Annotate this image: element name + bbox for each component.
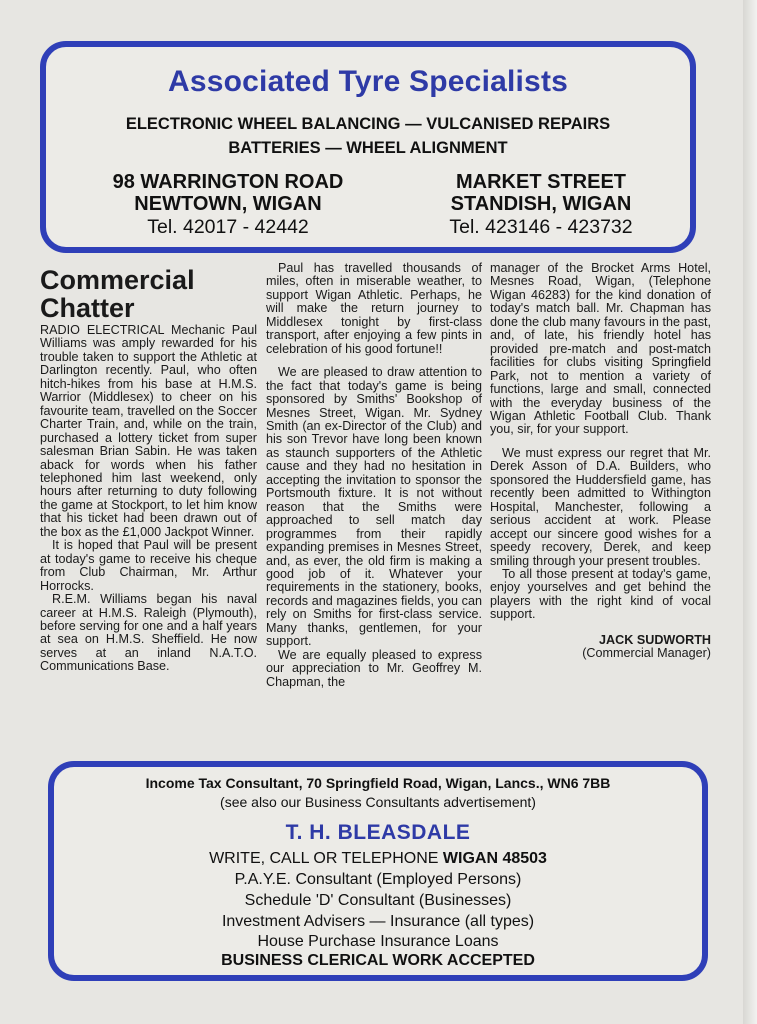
address-newtown — [88, 171, 368, 239]
address-line-2: NEWTOWN, WIGAN — [134, 193, 322, 215]
signature-name: JACK SUDWORTH — [599, 632, 711, 647]
service-line: House Purchase Insurance Loans — [257, 933, 499, 950]
contact-prefix: WRITE, CALL OR TELEPHONE — [209, 850, 443, 867]
article-column-2 — [266, 262, 482, 689]
service-line: Schedule 'D' Consultant (Businesses) — [244, 892, 512, 909]
tyre-specialists-advert — [40, 41, 696, 253]
service-line: P.A.Y.E. Consultant (Employed Persons) — [234, 871, 522, 888]
paragraph: To all those present at today's game, enjoy yourselves and get behind the players with the right kind of vocal support. — [490, 566, 711, 622]
headline-line-1: Commercial — [40, 265, 195, 295]
contact-number: WIGAN 48503 — [442, 850, 547, 867]
paragraph: It is hoped that Paul will be present at today's game to receive his cheque from Club Chairman, Mr. Arthur Horrocks. — [40, 538, 257, 593]
article-column-3 — [490, 262, 711, 661]
services-line-2: BATTERIES — WHEEL ALIGNMENT — [228, 139, 508, 157]
address-line-2: STANDISH, WIGAN — [450, 193, 632, 215]
page-edge — [743, 0, 757, 1024]
consultant-address: Income Tax Consultant, 70 Springfield Road, Wigan, Lancs., WN6 7BB — [145, 775, 611, 791]
article-column-1 — [40, 262, 257, 674]
consultant-name: T. H. BLEASDALE — [285, 821, 471, 844]
paragraph: R.E.M. Williams began his naval career at H.M.S. Raleigh (Plymouth), before serving for one and a half years at sea on H.M.S. Sheffield. He now serves at an inland N.A.T.O. Communications Base. — [40, 592, 257, 674]
paragraph: We must express our regret that Mr. Derek Asson of D.A. Builders, who sponsored the Huddersfield game, has recently been admitted to Withington Hospital, Manchester, following a serious accident at work. Please accept our sincere good wishes for a speedy recovery, Derek, and keep smiling through your present troubles. — [490, 445, 711, 568]
signature — [490, 634, 711, 661]
paragraph: RADIO ELECTRICAL Mechanic Paul Williams was amply rewarded for his trouble taken to support the Athletic at Darlington recently. Paul, who often hitch-hikes from his base at H.M.S. Warrior (Middlesex) to cheer on his favourite team, travelled on the Soccer Charter Train, and, while on the train, purchased a lottery ticket from super salesman Brian Sabin. He was taken aback for words when his father telephoned him last weekend, only hours after returning to duty following the game at Stockport, to let him know that his ticket had been drawn out of the box as the £1,000 Jackpot Winner. — [40, 323, 257, 539]
address-line-1: MARKET STREET — [456, 171, 626, 193]
address-line-1: 98 WARRINGTON ROAD — [112, 171, 344, 193]
advert-title: Associated Tyre Specialists — [167, 65, 569, 98]
bleasdale-advert — [48, 761, 708, 981]
service-line-bold: BUSINESS CLERICAL WORK ACCEPTED — [221, 952, 535, 969]
paragraph: We are equally pleased to express our appreciation to Mr. Geoffrey M. Chapman, the — [266, 647, 482, 689]
see-also-note: (see also our Business Consultants advertisement) — [220, 794, 536, 810]
signature-role: (Commercial Manager) — [582, 646, 711, 661]
address-standish — [401, 171, 681, 239]
article-headline — [40, 266, 257, 322]
contact-line — [54, 850, 702, 868]
paragraph: Paul has travelled thousands of miles, often in miserable weather, to support Wigan Athletic. Perhaps, he will make the return journey to Middlesex tonight by first-class transport, after enjoying a few pints in celebration of his good fortune!! — [266, 261, 482, 356]
address-telephone: Tel. 42017 - 42442 — [147, 216, 309, 238]
address-telephone: Tel. 423146 - 423732 — [449, 216, 633, 238]
paragraph: We are pleased to draw attention to the fact that today's game is being sponsored by Smiths' Bookshop of Mesnes Street, Wigan. Mr. Sydney Smith (an ex-Director of the Club) and his son Trevor have long been known as staunch supporters of the Athletic cause and they had no hesitation in accepting the invitation to sponsor the Portsmouth fixture. It is not without reason that the Smiths were approached to sell match day programmes from their rapidly expanding premises in Mesnes Street, and, as ever, the old firm is making a good job of it. Whatever your requirements in the stationery, books, records and magazines fields, you can rely on Smiths for first-class service. Many thanks, gentlemen, for your support. — [266, 365, 482, 649]
services-line-1: ELECTRONIC WHEEL BALANCING — VULCANISED REPAIRS — [125, 115, 611, 133]
headline-line-2: Chatter — [40, 293, 135, 323]
service-line: Investment Advisers — Insurance (all types) — [221, 913, 535, 930]
paragraph: manager of the Brocket Arms Hotel, Mesnes Road, Wigan, (Telephone Wigan 46283) for the kind donation of today's match ball. Mr. Chapman has done the club many favours in the past, and, of late, his friendly hotel has provided pre-match and post-match facilities for clubs visiting Springfield Park, not to mention a variety of functions, large and small, connected with the everyday business of the Wigan Athletic Football Club. Thank you, sir, for your support. — [490, 261, 711, 437]
